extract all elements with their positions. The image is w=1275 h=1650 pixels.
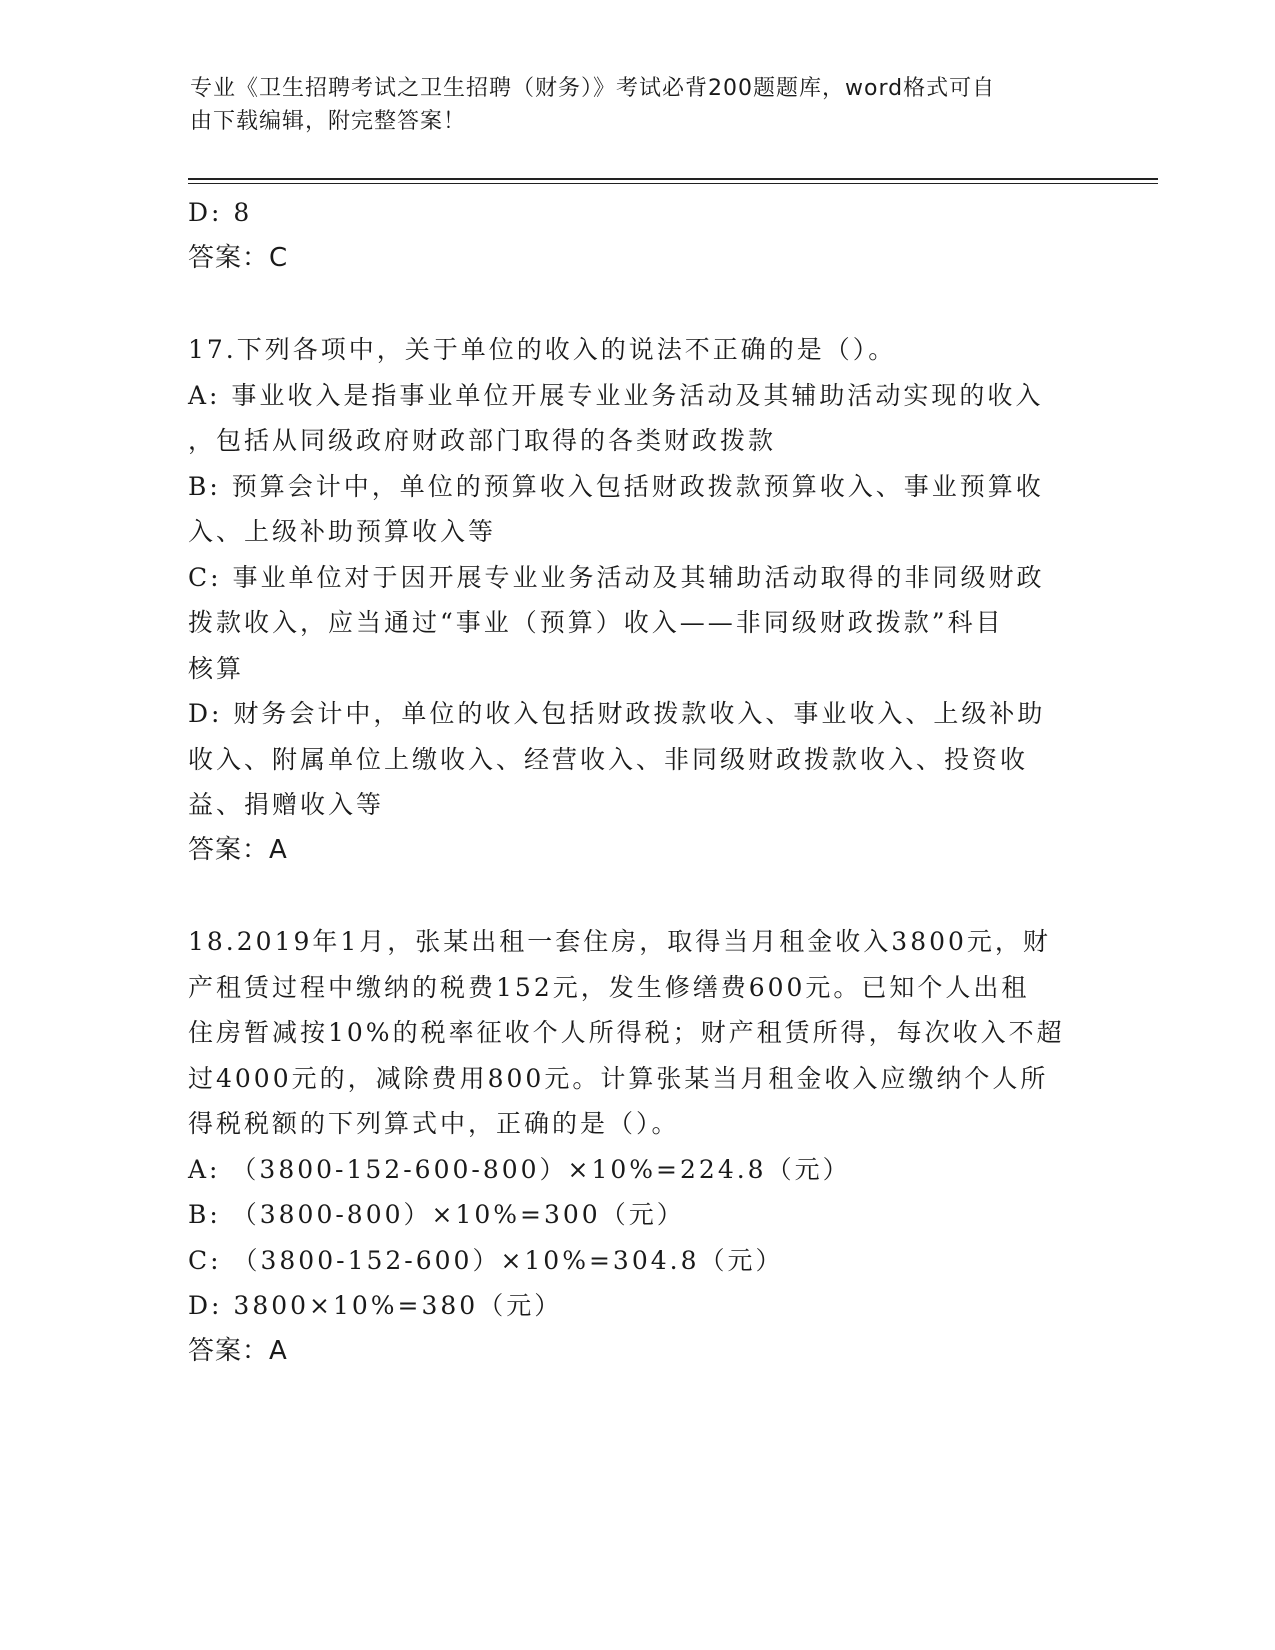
option-d-line-1: D: 财务会计中，单位的收入包括财政拨款收入、事业收入、上级补助 [188, 699, 1046, 728]
header-divider [188, 178, 1158, 180]
document-body [188, 190, 1088, 1374]
spacer [188, 281, 1088, 327]
option-d: D: 8 [188, 198, 253, 227]
answer: 答案：A [188, 1335, 288, 1366]
option-c: C: （3800-152-600）×10%=304.8（元） [188, 1245, 784, 1275]
option-a: A: （3800-152-600-800）×10%=224.8（元） [188, 1154, 851, 1184]
question-stem-line-5: 得税税额的下列算式中，正确的是（）。 [188, 1109, 680, 1138]
prev-question-tail [188, 190, 1088, 281]
option-d-line-2: 收入、附属单位上缴收入、经营收入、非同级财政拨款收入、投资收 [188, 744, 1029, 774]
header-divider-thin [188, 183, 1158, 184]
question-stem-line-3: 住房暂减按10%的税率征收个人所得税；财产租赁所得，每次收入不超 [188, 1018, 1065, 1047]
option-d-line-3: 益、捐赠收入等 [188, 790, 385, 819]
question-stem-line-4: 过4000元的，减除费用800元。计算张某当月租金收入应缴纳个人所 [188, 1063, 1049, 1093]
question-stem: 17.下列各项中，关于单位的收入的说法不正确的是（）。 [188, 335, 897, 364]
question-17 [188, 327, 1088, 873]
option-d: D: 3800×10%=380（元） [188, 1291, 563, 1320]
option-c-line-1: C: 事业单位对于因开展专业业务活动及其辅助活动取得的非同级财政 [188, 562, 1045, 592]
question-stem-line-1: 18.2019年1月，张某出租一套住房，取得当月租金收入3800元，财 [188, 927, 1051, 956]
option-c-line-2: 拨款收入，应当通过“事业（预算）收入——非同级财政拨款”科目 [188, 608, 1004, 637]
answer: 答案：C [188, 242, 289, 273]
header-line-1: 专业《卫生招聘考试之卫生招聘（财务）》考试必背200题题库，word格式可自 [190, 76, 996, 101]
spacer [188, 873, 1088, 919]
option-b-line-2: 入、上级补助预算收入等 [188, 517, 497, 546]
answer: 答案：A [188, 834, 288, 865]
document-header [190, 72, 1090, 138]
option-b: B: （3800-800）×10%=300（元） [188, 1200, 685, 1229]
option-d [188, 691, 1088, 828]
option-b-line-1: B: 预算会计中，单位的预算收入包括财政拨款预算收入、事业预算收 [188, 471, 1044, 501]
question-stem-line-2: 产租赁过程中缴纳的税费152元，发生修缮费600元。已知个人出租 [188, 972, 1030, 1002]
option-a-line-2: ，包括从同级政府财政部门取得的各类财政拨款 [188, 426, 777, 455]
option-b [188, 464, 1088, 555]
header-line-2: 由下载编辑，附完整答案！ [190, 109, 467, 134]
question-18 [188, 919, 1088, 1374]
question-stem [188, 919, 1088, 1147]
option-c-line-3: 核算 [188, 653, 245, 683]
option-c [188, 555, 1088, 692]
option-a-line-1: A: 事业收入是指事业单位开展专业业务活动及其辅助活动实现的收入 [188, 380, 1044, 410]
option-a [188, 373, 1088, 464]
